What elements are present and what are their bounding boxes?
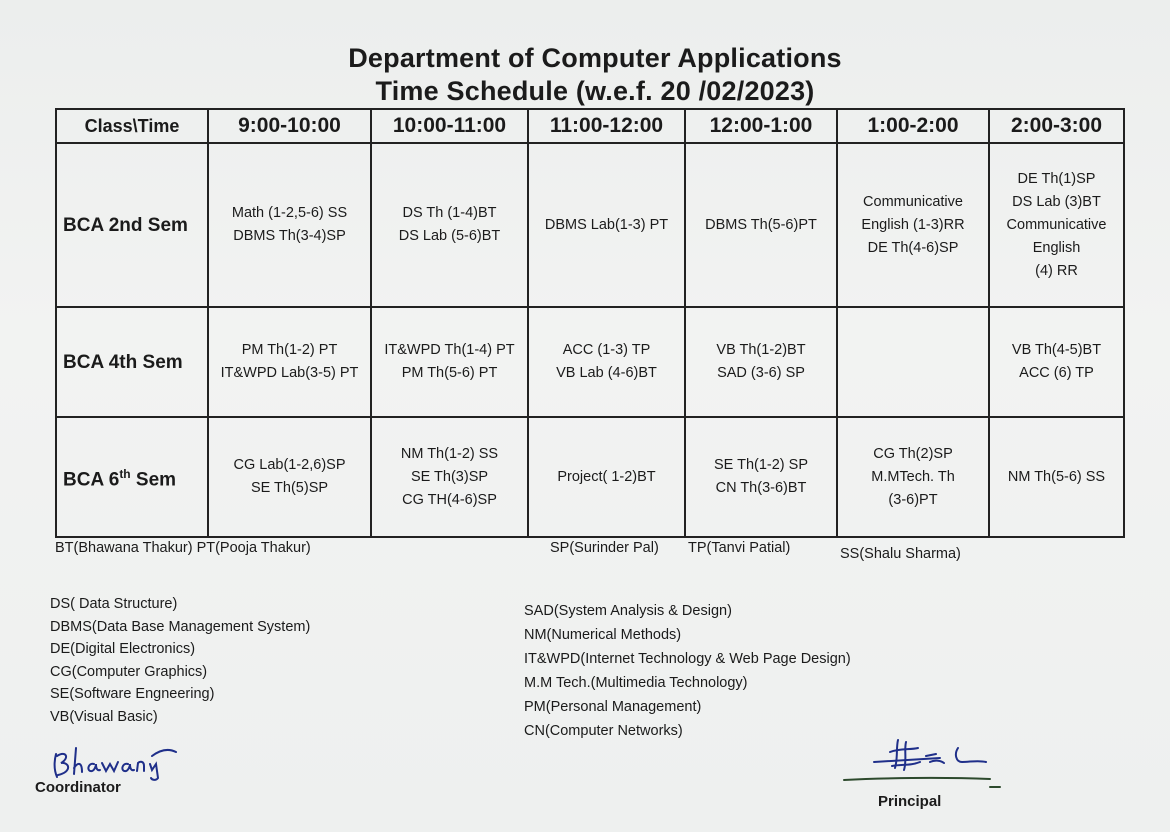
time-slot-header: 10:00-11:00 bbox=[371, 109, 528, 143]
abbreviation-item: PM(Personal Management) bbox=[524, 699, 702, 715]
abbreviation-item: DBMS(Data Base Management System) bbox=[50, 618, 311, 635]
table-row bbox=[56, 307, 1124, 417]
cell-line: NM Th(1-2) SS bbox=[400, 445, 499, 462]
abbreviation-item: CG(Computer Graphics) bbox=[50, 663, 208, 680]
class-label-tail: Sem bbox=[130, 469, 177, 491]
faculty-list-left: BT(Bhawana Thakur) PT(Pooja Thakur) bbox=[55, 540, 311, 556]
cell-line: DE Th(1)SP bbox=[1017, 170, 1096, 187]
cell-line: M.MTech. Th bbox=[871, 468, 955, 485]
abbreviation-item: DE(Digital Electronics) bbox=[50, 641, 196, 657]
cell-line: NM Th(5-6) SS bbox=[1007, 468, 1106, 485]
cell-line: CG TH(4-6)SP bbox=[402, 491, 497, 508]
faculty-sp: SP(Surinder Pal) bbox=[550, 540, 659, 556]
cell-line: DS Lab (5-6)BT bbox=[398, 228, 501, 244]
abbreviation-item: M.M Tech.(Multimedia Technology) bbox=[524, 675, 748, 691]
faculty-tp: TP(Tanvi Patial) bbox=[688, 540, 791, 556]
abbreviation-item: DS( Data Structure) bbox=[50, 596, 178, 612]
time-slot-header: 9:00-10:00 bbox=[208, 109, 371, 143]
coordinator-label: Coordinator bbox=[35, 779, 121, 796]
cell-line: CN Th(3-6)BT bbox=[715, 480, 807, 496]
class-label-main: BCA 6 bbox=[63, 469, 120, 491]
cell-line: PM Th(5-6) PT bbox=[401, 365, 498, 381]
abbreviation-item: SAD(System Analysis & Design) bbox=[524, 603, 732, 619]
cell-line: (3-6)PT bbox=[888, 491, 938, 508]
document-subtitle: Time Schedule (w.e.f. 20 /02/2023) bbox=[375, 76, 815, 106]
cell-line: Math (1-2,5-6) SS bbox=[231, 205, 348, 221]
cell-line: IT&WPD Lab(3-5) PT bbox=[220, 365, 359, 381]
cell-line: SAD (3-6) SP bbox=[717, 365, 805, 381]
schedule-cell-empty bbox=[837, 307, 989, 417]
schedule-cell bbox=[989, 143, 1124, 307]
cell-line: SE Th(3)SP bbox=[410, 468, 489, 485]
timetable bbox=[55, 108, 1125, 538]
principal-signature bbox=[840, 732, 1010, 792]
table-row bbox=[56, 143, 1124, 307]
document-title: Department of Computer Applications bbox=[348, 43, 842, 73]
schedule-cell bbox=[528, 143, 685, 307]
cell-line: VB Lab (4-6)BT bbox=[556, 365, 657, 381]
class-label: BCA 2nd Sem bbox=[56, 143, 208, 307]
cell-line: Communicative bbox=[863, 193, 963, 210]
schedule-cell bbox=[989, 307, 1124, 417]
cell-line: DS Th (1-4)BT bbox=[402, 205, 497, 221]
cell-line: English bbox=[1032, 239, 1081, 256]
table-row bbox=[56, 417, 1124, 537]
abbreviation-item: CN(Computer Networks) bbox=[524, 723, 683, 739]
cell-line: (4) RR bbox=[1035, 262, 1078, 279]
cell-line: DS Lab (3)BT bbox=[1012, 193, 1101, 210]
cell-line: CG Th(2)SP bbox=[873, 445, 953, 462]
timetable-header-row bbox=[56, 109, 1124, 143]
class-label: BCA 4th Sem bbox=[56, 307, 208, 417]
cell-line: SE Th(1-2) SP bbox=[713, 457, 809, 473]
time-slot-header: 2:00-3:00 bbox=[989, 109, 1124, 143]
cell-line: IT&WPD Th(1-4) PT bbox=[384, 342, 515, 358]
cell-line: DBMS Th(3-4)SP bbox=[233, 228, 346, 244]
cell-line: PM Th(1-2) PT bbox=[241, 342, 338, 358]
cell-line: English (1-3)RR bbox=[861, 216, 965, 233]
cell-line: DBMS Th(5-6)PT bbox=[705, 216, 817, 233]
schedule-cell bbox=[528, 307, 685, 417]
cell-line: Project( 1-2)BT bbox=[557, 468, 656, 485]
cell-line: DBMS Lab(1-3) PT bbox=[544, 216, 669, 233]
abbreviation-list-right bbox=[524, 599, 851, 743]
cell-line: VB Th(1-2)BT bbox=[716, 342, 806, 358]
schedule-cell bbox=[371, 307, 528, 417]
schedule-cell bbox=[685, 417, 837, 537]
schedule-cell bbox=[837, 417, 989, 537]
principal-label: Principal bbox=[878, 793, 942, 810]
schedule-cell bbox=[837, 143, 989, 307]
time-slot-header: 1:00-2:00 bbox=[837, 109, 989, 143]
cell-line: CG Lab(1-2,6)SP bbox=[233, 457, 346, 473]
cell-line: ACC (6) TP bbox=[1019, 365, 1094, 381]
time-slot-header: 12:00-1:00 bbox=[685, 109, 837, 143]
cell-line: SE Th(5)SP bbox=[250, 480, 329, 496]
schedule-cell bbox=[989, 417, 1124, 537]
time-slot-header: 11:00-12:00 bbox=[528, 109, 685, 143]
schedule-cell bbox=[528, 417, 685, 537]
cell-line: ACC (1-3) TP bbox=[562, 342, 651, 358]
schedule-cell bbox=[371, 417, 528, 537]
schedule-cell bbox=[685, 307, 837, 417]
class-label bbox=[56, 417, 208, 537]
coordinator-signature bbox=[48, 740, 183, 782]
schedule-cell bbox=[371, 143, 528, 307]
schedule-cell bbox=[208, 307, 371, 417]
cell-line: DE Th(4-6)SP bbox=[867, 239, 959, 256]
abbreviation-item: NM(Numerical Methods) bbox=[524, 627, 682, 643]
abbreviation-item: VB(Visual Basic) bbox=[50, 708, 158, 725]
corner-header: Class\Time bbox=[56, 109, 208, 143]
abbreviation-list-left bbox=[50, 593, 310, 728]
schedule-cell bbox=[208, 417, 371, 537]
schedule-cell bbox=[685, 143, 837, 307]
schedule-cell bbox=[208, 143, 371, 307]
class-label-superscript: th bbox=[119, 466, 131, 481]
abbreviation-item: IT&WPD(Internet Technology & Web Page Design) bbox=[524, 651, 851, 667]
faculty-ss: SS(Shalu Sharma) bbox=[840, 546, 961, 562]
abbreviation-item: SE(Software Engneering) bbox=[50, 686, 215, 702]
document-header bbox=[300, 42, 890, 108]
cell-line: Communicative bbox=[1006, 216, 1107, 233]
cell-line: VB Th(4-5)BT bbox=[1011, 342, 1102, 358]
